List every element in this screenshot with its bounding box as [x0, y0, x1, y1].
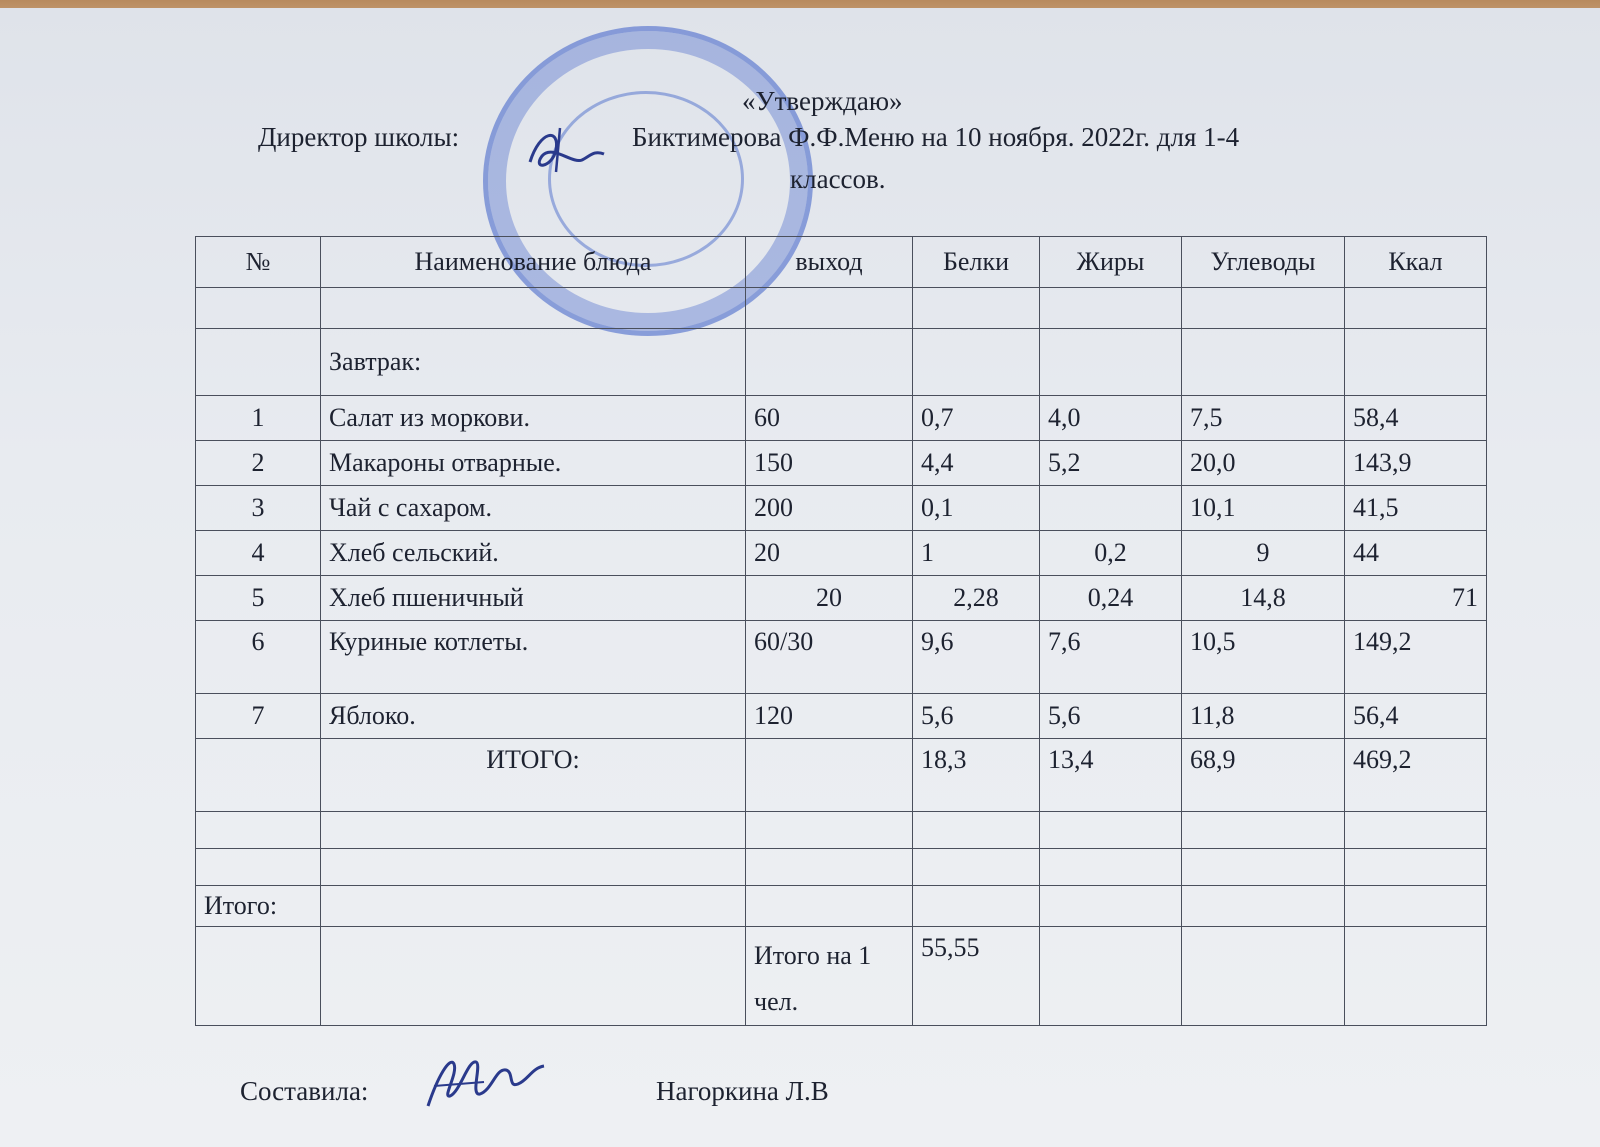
- section-label: Завтрак:: [321, 329, 746, 396]
- cell-kcal: 149,2: [1345, 621, 1487, 694]
- cell-proteins: 9,6: [913, 621, 1040, 694]
- cell-output: 200: [746, 486, 913, 531]
- total-label: ИТОГО:: [321, 739, 746, 812]
- total-carbs: 68,9: [1182, 739, 1345, 812]
- cell-carbs: 20,0: [1182, 441, 1345, 486]
- cell-proteins: 0,1: [913, 486, 1040, 531]
- cell-kcal: 143,9: [1345, 441, 1487, 486]
- cell-output: 120: [746, 694, 913, 739]
- cell-output: 150: [746, 441, 913, 486]
- cell-dish: Хлеб пшеничный: [321, 576, 746, 621]
- table-row: [196, 486, 1487, 531]
- cell-number: 3: [196, 486, 321, 531]
- cell-kcal: 71: [1345, 576, 1487, 621]
- menu-document: [0, 8, 1600, 1147]
- col-header-fats: Жиры: [1040, 237, 1182, 288]
- table-row: [196, 441, 1487, 486]
- col-header-output: выход: [746, 237, 913, 288]
- cell-number: 1: [196, 396, 321, 441]
- cell-number: 2: [196, 441, 321, 486]
- table-row: [196, 396, 1487, 441]
- per-person-label: Итого на 1 чел.: [746, 927, 913, 1026]
- compiler-signature: [420, 1046, 550, 1116]
- cell-output: 20: [746, 576, 913, 621]
- cell-proteins: 1: [913, 531, 1040, 576]
- cell-fats: 7,6: [1040, 621, 1182, 694]
- cell-output: 20: [746, 531, 913, 576]
- table-row: [196, 621, 1487, 694]
- cell-output: 60: [746, 396, 913, 441]
- cell-carbs: 14,8: [1182, 576, 1345, 621]
- cell-proteins: 0,7: [913, 396, 1040, 441]
- director-label: Директор школы:: [258, 122, 460, 152]
- cell-kcal: 44: [1345, 531, 1487, 576]
- cell-output: 60/30: [746, 621, 913, 694]
- cell-dish: Куриные котлеты.: [321, 621, 746, 694]
- table-row-empty: [196, 288, 1487, 329]
- cell-carbs: 9: [1182, 531, 1345, 576]
- table-row-section: [196, 329, 1487, 396]
- compiled-label: Составила:: [240, 1076, 369, 1106]
- cell-fats: 5,6: [1040, 694, 1182, 739]
- director-signature: [520, 120, 610, 180]
- menu-title: Биктимерова Ф.Ф.Меню на 10 ноября. 2022г. для 1-4: [632, 122, 1240, 152]
- col-header-carbs: Углеводы: [1182, 237, 1345, 288]
- cell-kcal: 41,5: [1345, 486, 1487, 531]
- cell-carbs: 10,1: [1182, 486, 1345, 531]
- cell-fats: 5,2: [1040, 441, 1182, 486]
- per-person-value: 55,55: [913, 927, 1040, 1026]
- col-header-proteins: Белки: [913, 237, 1040, 288]
- cell-kcal: 56,4: [1345, 694, 1487, 739]
- cell-fats: 0,24: [1040, 576, 1182, 621]
- table-row-per-person: [196, 927, 1487, 1026]
- table-row: [196, 531, 1487, 576]
- itogo-label: Итого:: [196, 886, 321, 927]
- approve-heading: «Утверждаю»: [742, 86, 903, 116]
- table-row-blank: [196, 849, 1487, 886]
- total-fats: 13,4: [1040, 739, 1182, 812]
- cell-dish: Макароны отварные.: [321, 441, 746, 486]
- col-header-kcal: Ккал: [1345, 237, 1487, 288]
- cell-number: 7: [196, 694, 321, 739]
- col-header-number: №: [196, 237, 321, 288]
- cell-fats: 0,2: [1040, 531, 1182, 576]
- cell-dish: Салат из моркови.: [321, 396, 746, 441]
- table-row-itogo: [196, 886, 1487, 927]
- total-kcal: 469,2: [1345, 739, 1487, 812]
- cell-number: 4: [196, 531, 321, 576]
- cell-fats: 4,0: [1040, 396, 1182, 441]
- total-proteins: 18,3: [913, 739, 1040, 812]
- cell-kcal: 58,4: [1345, 396, 1487, 441]
- cell-proteins: 5,6: [913, 694, 1040, 739]
- cell-proteins: 2,28: [913, 576, 1040, 621]
- cell-carbs: 10,5: [1182, 621, 1345, 694]
- cell-carbs: 7,5: [1182, 396, 1345, 441]
- cell-dish: Чай с сахаром.: [321, 486, 746, 531]
- table-header-row: [196, 237, 1487, 288]
- table-row-blank: [196, 812, 1487, 849]
- cell-fats: [1040, 486, 1182, 531]
- table-row-total: [196, 739, 1487, 812]
- cell-dish: Хлеб сельский.: [321, 531, 746, 576]
- col-header-dish: Наименование блюда: [321, 237, 746, 288]
- table-row: [196, 694, 1487, 739]
- compiled-name: Нагоркина Л.В: [656, 1076, 829, 1106]
- cell-number: 5: [196, 576, 321, 621]
- table-row: [196, 576, 1487, 621]
- cell-number: 6: [196, 621, 321, 694]
- menu-table: [195, 236, 1487, 1026]
- cell-proteins: 4,4: [913, 441, 1040, 486]
- cell-dish: Яблоко.: [321, 694, 746, 739]
- menu-title-classes: классов.: [790, 164, 886, 194]
- cell-carbs: 11,8: [1182, 694, 1345, 739]
